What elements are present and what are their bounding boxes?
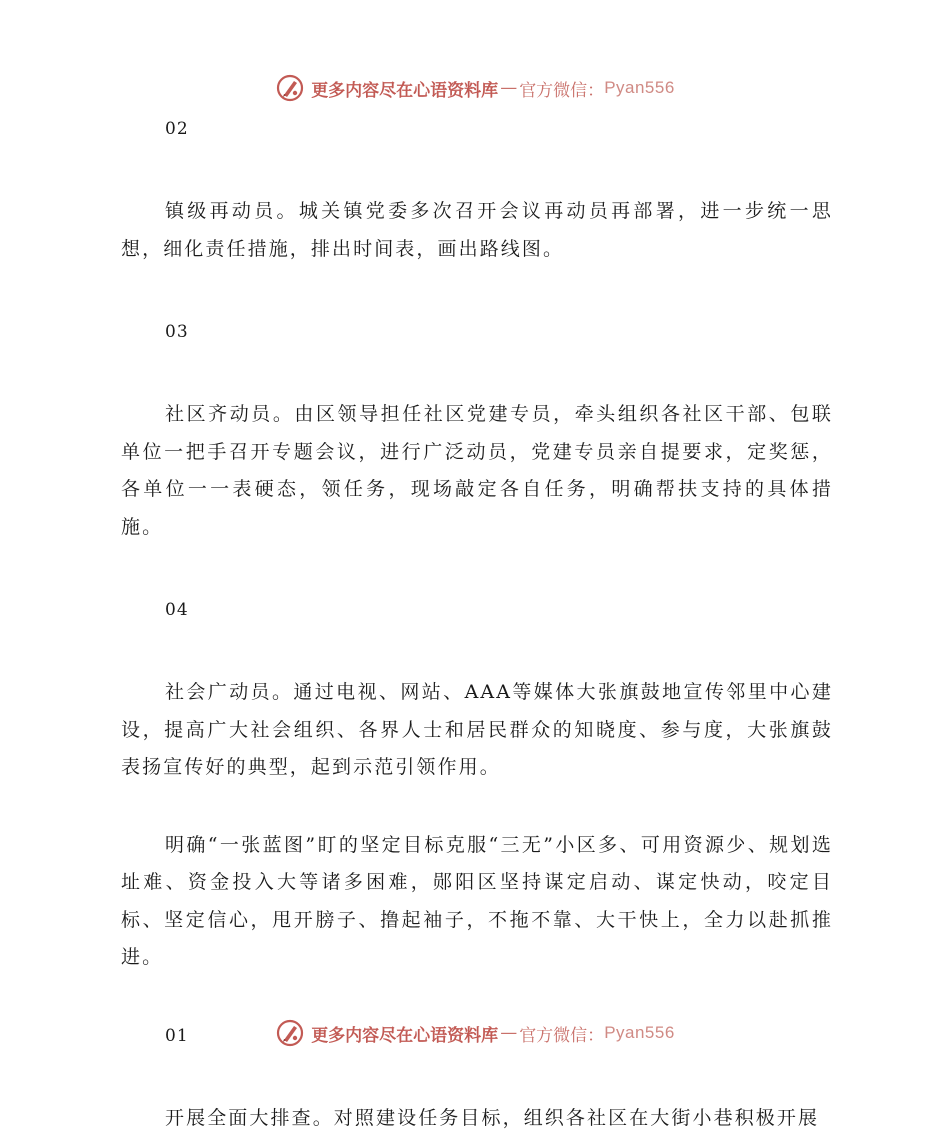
header-banner bbox=[0, 70, 950, 106]
brush-logo-icon bbox=[275, 1018, 305, 1048]
section-number: 04 bbox=[121, 591, 833, 629]
banner-wechat-id: Pyan556 bbox=[604, 78, 675, 98]
paragraph: 社区齐动员。由区领导担任社区党建专员，牵头组织各社区干部、包联单位一把手召开专题会议，进行广泛动员，党建专员亲自提要求，定奖惩，各单位一一表硬态，领任务，现场敲定各自任务，明确帮扶支持的具体措施。 bbox=[121, 396, 833, 546]
banner-wechat-id: Pyan556 bbox=[604, 1023, 675, 1043]
document-body bbox=[121, 110, 833, 1137]
section-number: 02 bbox=[121, 110, 833, 148]
brush-logo-icon bbox=[275, 73, 305, 103]
banner-brand: 更多内容尽在心语资料库 bbox=[311, 1021, 498, 1046]
footer-banner bbox=[0, 1015, 950, 1051]
banner-wechat-label: 官方微信： bbox=[519, 1021, 604, 1046]
paragraph: 开展全面大排查。对照建设任务目标，组织各社区在大街小巷积极开展 bbox=[121, 1100, 833, 1137]
paragraph: 镇级再动员。城关镇党委多次召开会议再动员再部署，进一步统一思想，细化责任措施，排出时间表，画出路线图。 bbox=[121, 193, 833, 268]
banner-dash: — bbox=[500, 1023, 517, 1043]
banner-dash: — bbox=[500, 78, 517, 98]
paragraph: 社会广动员。通过电视、网站、AAA等媒体大张旗鼓地宣传邻里中心建设，提高广大社会组织、各界人士和居民群众的知晓度、参与度，大张旗鼓表扬宣传好的典型，起到示范引领作用。 bbox=[121, 674, 833, 787]
paragraph: 明确“一张蓝图”盯的坚定目标克服“三无”小区多、可用资源少、规划选址难、资金投入大等诸多困难，郧阳区坚持谋定启动、谋定快动，咬定目标、坚定信心，甩开膀子、撸起袖子，不拖不靠、大干快上，全力以赴抓推进。 bbox=[121, 827, 833, 977]
section-number: 01 bbox=[121, 1017, 833, 1055]
banner-brand: 更多内容尽在心语资料库 bbox=[311, 76, 498, 101]
banner-wechat-label: 官方微信： bbox=[519, 76, 604, 101]
section-number: 03 bbox=[121, 313, 833, 351]
